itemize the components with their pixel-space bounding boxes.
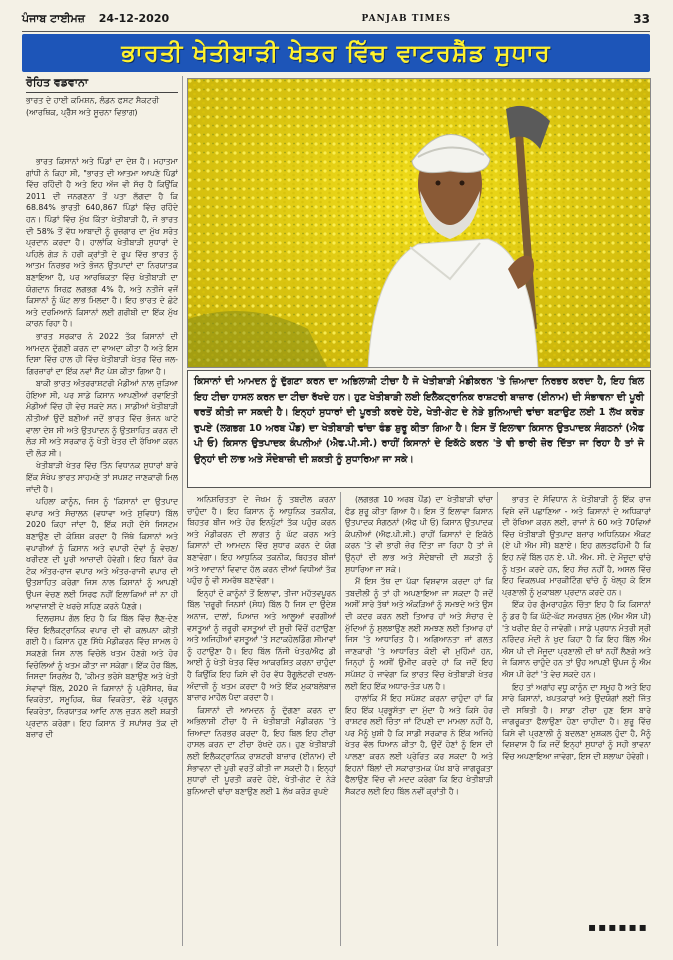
end-mark: ▪▪▪▪▪▪: [588, 920, 649, 934]
paragraph: ਭਾਰਤ ਸਰਕਾਰ ਨੇ 2022 ਤੱਕ ਕਿਸਾਨਾਂ ਦੀ ਆਮਦਨ ਦੁੱਗਣੀ ਕਰਨ ਦਾ ਵਾਅਦਾ ਕੀਤਾ ਹੈ ਅਤੇ ਇਸ ਦਿਸ਼ਾ ਵਿੱਚ ਹਾਲ ਹੀ ਵਿੱਚ ਖੇਤੀਬਾੜੀ ਖੇਤਰ ਵਿੱਚ ਜਲ-ਗਿਰਜ਼ਾਰਾਂ ਦਾ ਇੱਕ ਨਵਾਂ ਸੈੱਟ ਪੇਸ਼ ਕੀਤਾ ਗਿਆ ਹੈ।: [26, 331, 178, 376]
publication-name: PANJAB TIMES: [361, 13, 451, 24]
paragraph: ਇਹ ਤਾਂ ਅਗਾਂਹ ਵਧੂ ਕਾਨੂੰਨ ਦਾ ਸਮੂਹ ਹੈ ਅਤੇ ਇਹ ਸਾਰੇ ਕਿਸਾਨਾਂ, ਖਪਤਕਾਰਾਂ ਅਤੇ ਉਦਯੋਗਾਂ ਲਈ ਜਿੱਤ ਦੀ ਸਥਿਤੀ ਹੈ। ਸਾਡਾ ਟੀਚਾ ਹੁਣ ਇਸ ਬਾਰੇ ਜਾਗਰੂਕਤਾ ਫੈਲਾਉਣਾ ਹੋਣਾ ਚਾਹੀਦਾ ਹੈ। ਸ਼ੁਰੂ ਵਿੱਚ ਕਿਸੇ ਵੀ ਪ੍ਰਣਾਲੀ ਨੂੰ ਬਦਲਣਾ ਮੁਸ਼ਕਲ ਹੁੰਦਾ ਹੈ, ਮੈਨੂੰ ਵਿਸ਼ਵਾਸ ਹੈ ਕਿ ਜਦੋਂ ਇਨ੍ਹਾਂ ਸੁਧਾਰਾਂ ਨੂੰ ਸਹੀ ਭਾਵਨਾ ਵਿੱਚ ਅਪਣਾਇਆ ਜਾਵੇਗਾ, ਇਸ ਦੀ ਸ਼ਲਾਘਾ ਹੋਵੇਗੀ।: [502, 682, 651, 762]
page-number: 33: [633, 11, 650, 26]
issue-date: 24-12-2020: [98, 11, 170, 25]
paragraph: ਹਾਲਾਂਕਿ ਮੈਂ ਇਹ ਸਪੱਸ਼ਟ ਕਰਨਾ ਚਾਹੁੰਦਾ ਹਾਂ ਕਿ ਇਹ ਇੱਕ ਪ੍ਰਭੂਸੱਤਾ ਦਾ ਮੁੱਦਾ ਹੈ ਅਤੇ ਕਿਸੇ ਹੋਰ ਰਾਸ਼ਟਰ ਲਈ ਚਿੰਤਾ ਜਾਂ ਟਿੱਪਣੀ ਦਾ ਮਾਮਲਾ ਨਹੀਂ ਹੈ, ਪਰ ਮੈਨੂੰ ਖੁਸ਼ੀ ਹੈ ਕਿ ਸਾਡੀ ਸਰਕਾਰ ਨੇ ਇੱਕ ਅਜਿਹੇ ਖੇਤਰ ਵੱਲ ਧਿਆਨ ਕੀਤਾ ਹੈ, ਉਦੋਂ ਹੋਣਾਂ ਨੂੰ ਇਸ ਦੀ ਪਾਲਣਾ ਕਰਨ ਲਈ ਪ੍ਰੇਰਿਤ ਕਰ ਸਕਦਾ ਹੈ ਅਤੇ ਇਹਨਾਂ ਬਿੱਲਾਂ ਦੀ ਸਕਾਰਾਤਮਕ ਪੱਖ ਬਾਰੇ ਜਾਗਰੂਕਤਾ ਫੈਲਾਉਣ ਵਿੱਚ ਵੀ ਮਦਦ ਕਰੇਗਾ ਕਿ ਇਹ ਖੇਤੀਬਾੜੀ ਸੈਕਟਰ ਲਈ ਇਹ ਬਿੱਲ ਨਵੀਂ ਕ੍ਰਾਂਤੀ ਹੈ।: [345, 694, 493, 796]
paragraph: ਭਾਰਤ ਦੇ ਸੰਵਿਧਾਨ ਨੇ ਖੇਤੀਬਾੜੀ ਨੂੰ ਇੱਕ ਰਾਜ ਵਿਸ਼ੇ ਵਜੋਂ ਪਛਾਣਿਆ - ਅਤੇ ਕਿਸਾਨਾਂ ਦੇ ਅਧਿਕਾਰਾਂ ਦੀ ਰੱਖਿਆ ਕਰਨ ਲਈ, ਰਾਜਾਂ ਨੇ 60 ਅਤੇ 70ਵਿਆਂ ਵਿੱਚ ਖੇਤੀਬਾੜੀ ਉਤਪਾਦ ਬਜ਼ਾਰ ਅਧਿਨਿਯਮ ਐਕਟ (ਏ ਪੀ ਐਮ ਸੀ) ਬਣਾਏ। ਇਹ ਗਲਤਫਹਿਮੀ ਹੈ ਕਿ ਇਹ ਨਵੇਂ ਬਿੱਲ ਹਨ ਏ. ਪੀ. ਐਮ. ਸੀ. ਦੇ ਮੌਜੂਦਾ ਢਾਂਚੇ ਨੂੰ ਖ਼ਤਮ ਕਰਦੇ ਹਨ, ਇਹ ਸੱਚ ਨਹੀਂ ਹੈ, ਅਸਲ ਵਿੱਚ ਇਹ ਵਿਕਲਪਕ ਮਾਰਕੀਟਿੰਗ ਢਾਂਚੇ ਨੂੰ ਖੋਲ੍ਹ ਕੇ ਇਸ ਪ੍ਰਣਾਲੀ ਨੂੰ ਮੁਕਾਬਲਾ ਪ੍ਰਦਾਨ ਕਰਦੇ ਹਨ।: [502, 495, 651, 597]
masthead: [22, 6, 650, 32]
paragraph: ਮੈਂ ਇਸ ਤੱਥ ਦਾ ਪੱਕਾ ਵਿਸ਼ਵਾਸ ਕਰਦਾ ਹਾਂ ਕਿ ਤਬਦੀਲੀ ਨੂੰ ਤਾਂ ਹੀ ਅਪਣਾਇਆ ਜਾ ਸਕਦਾ ਹੈ ਜਦੋਂ ਅਸੀਂ ਸਾਰੇ ਤੱਥਾਂ ਅਤੇ ਅੰਕੜਿਆਂ ਨੂੰ ਸਮਝਦੇ ਅਤੇ ਉਸ ਦੀ ਕਦਰ ਕਰਨ ਲਈ ਤਿਆਰ ਹਾਂ ਅਤੇ ਸੰਚਾਰ ਦੇ ਮੁੱਦਿਆਂ ਨੂੰ ਸੁਲਝਾਉਣ ਲਈ ਸਮਝਣ ਲਈ ਤਿਆਰ ਹਾਂ ਜਿਸ 'ਤੇ ਆਧਾਰਿਤ ਹੈ। ਅਗਿਆਨਤਾ ਜਾਂ ਗਲਤ ਜਾਣਕਾਰੀ 'ਤੇ ਆਧਾਰਿਤ ਕੋਈ ਵੀ ਮੁਹਿੰਮਾਂ ਹਨ, ਜਿਨ੍ਹਾਂ ਨੂੰ ਅਸੀਂ ਉਮੀਦ ਕਰਦੇ ਹਾਂ ਕਿ ਜਦੋਂ ਇਹ ਸਪੱਸ਼ਟ ਹੋ ਜਾਵੇਗਾ ਕਿ ਭਾਰਤ ਵਿੱਚ ਖੇਤੀਬਾੜੀ ਖੇਤਰ ਲਈ ਇਹ ਇੱਕ ਅਧਾਰ-ਤੋੜ ਪਲ ਹੈ।: [345, 577, 493, 691]
pull-quote: ਕਿਸਾਨਾਂ ਦੀ ਆਮਦਨ ਨੂੰ ਦੁੱਗਣਾ ਕਰਨ ਦਾ ਅਭਿਲਾਸ਼ੀ ਟੀਚਾ ਹੈ ਜੋ ਖੇਤੀਬਾੜੀ ਮੰਡੀਕਰਨ 'ਤੇ ਜ਼ਿਆਦਾ ਨਿਰਭਰ ਕਰਦਾ ਹੈ, ਇਹ ਬਿਲ ਇਹ ਟੀਚਾ ਹਾਸਲ ਕਰਨ ਦਾ ਟੀਚਾ ਰੱਖਦੇ ਹਨ। ਹੁਣ ਖੇਤੀਬਾੜੀ ਲਈ ਇਲੈਕਟ੍ਰਾਨਿਕ ਰਾਸ਼ਟਰੀ ਬਾਜ਼ਾਰ (ਈਨਾਮ) ਦੀ ਸੰਭਾਵਨਾ ਦੀ ਪੂਰੀ ਵਰਤੋਂ ਕੀਤੀ ਜਾ ਸਕਦੀ ਹੈ। ਇਨ੍ਹਾਂ ਸੁਧਾਰਾਂ ਦੀ ਪੂਰਤੀ ਕਰਦੇ ਹੋਏ, ਖੇਤੀ-ਗੇਟ ਦੇ ਨੇੜੇ ਬੁਨਿਆਦੀ ਢਾਂਚਾ ਬਣਾਉਣ ਲਈ 1 ਲੱਖ ਕਰੋੜ ਰੁਪਏ (ਲਗਭਗ 10 ਅਰਬ ਪੌਂਡ) ਦਾ ਖੇਤੀਬਾੜੀ ਢਾਂਚਾ ਫੰਡ ਸ਼ੁਰੂ ਕੀਤਾ ਗਿਆ ਹੈ। ਇਸ ਤੋਂ ਇਲਾਵਾ ਕਿਸਾਨ ਉਤਪਾਦਕ ਸੰਗਠਨਾਂ (ਐਫ ਪੀ ਓ) ਕਿਸਾਨ ਉਤਪਾਦਕ ਕੰਪਨੀਆਂ (ਐਫ.ਪੀ.ਸੀ.) ਰਾਹੀਂ ਕਿਸਾਨਾਂ ਦੇ ਇਕੱਠੇ ਕਰਨ 'ਤੇ ਵੀ ਭਾਰੀ ਜ਼ੋਰ ਦਿੱਤਾ ਜਾ ਰਿਹਾ ਹੈ ਤਾਂ ਜੋ ਉਨ੍ਹਾਂ ਦੀ ਲਾਭ ਅਤੇ ਸੌਦੇਬਾਜ਼ੀ ਦੀ ਸ਼ਕਤੀ ਨੂੰ ਸੁਧਾਰਿਆ ਜਾ ਸਕੇ।: [187, 370, 651, 488]
paragraph: ਕਿਸਾਨਾਂ ਦੀ ਆਮਦਨ ਨੂੰ ਦੁੱਗਣਾ ਕਰਨ ਦਾ ਅਭਿਲਾਸ਼ੀ ਟੀਚਾ ਹੈ ਜੋ ਖੇਤੀਬਾੜੀ ਮੰਡੀਕਰਨ 'ਤੇ ਜ਼ਿਆਦਾ ਨਿਰਭਰ ਕਰਦਾ ਹੈ, ਇਹ ਬਿਲ ਇਹ ਟੀਚਾ ਹਾਸਲ ਕਰਨ ਦਾ ਟੀਚਾ ਰੱਖਦੇ ਹਨ। ਹੁਣ ਖੇਤੀਬਾੜੀ ਲਈ ਇਲੈਕਟ੍ਰਾਨਿਕ ਰਾਸ਼ਟਰੀ ਬਾਜ਼ਾਰ (ਈਨਾਮ) ਦੀ ਸੰਭਾਵਨਾ ਦੀ ਪੂਰੀ ਵਰਤੋਂ ਕੀਤੀ ਜਾ ਸਕਦੀ ਹੈ। ਇਨ੍ਹਾਂ ਸੁਧਾਰਾਂ ਦੀ ਪੂਰਤੀ ਕਰਦੇ ਹੋਏ, ਖੇਤੀ-ਗੇਟ ਦੇ ਨੇੜੇ ਬੁਨਿਆਦੀ ਢਾਂਚਾ ਬਣਾਉਣ ਲਈ 1 ਲੱਖ ਕਰੋੜ ਰੁਪਏ: [187, 705, 336, 796]
byline: [26, 76, 178, 119]
author-name: ਰੋਹਿਤ ਵਡਵਾਨਾ: [26, 76, 178, 93]
section-name: ਪੰਜਾਬ ਟਾਈਮਜ਼: [22, 11, 85, 25]
author-role: ਭਾਰਤ ਦੇ ਹਾਈ ਕਮਿਸ਼ਨ, ਲੰਡਨ ਫਸਟ ਸੈਕਟਰੀ (ਆਰਥਿਕ, ਪ੍ਰੈੱਸ ਅਤੇ ਸੂਚਨਾ ਵਿਭਾਗ): [26, 96, 160, 117]
column-rule: [340, 492, 341, 946]
article-column-4: [502, 494, 651, 916]
paragraph: ਬਾਕੀ ਭਾਰਤ ਅੰਤਰਰਾਸ਼ਟਰੀ ਮੰਡੀਆਂ ਨਾਲ ਜੁੜਿਆ ਹੋਇਆ ਸੀ, ਪਰ ਸਾਡੇ ਕਿਸਾਨ ਆਪਣੀਆਂ ਰਵਾਇਤੀ ਮੰਡੀਆਂ ਵਿੱਚ ਹੀ ਵੇਚ ਸਕਦੇ ਸਨ। ਸਾਡੀਆਂ ਖੇਤੀਬਾੜੀ ਨੀਤੀਆਂ ਉਦੋਂ ਬਣੀਆਂ ਜਦੋਂ ਭਾਰਤ ਵਿੱਚ ਭੋਜਨ ਘਾਟੇ ਵਾਲਾ ਦੇਸ਼ ਸੀ ਅਤੇ ਉਤਪਾਦਨ ਨੂੰ ਉਤਸ਼ਾਹਿਤ ਕਰਨ ਦੀ ਲੋੜ ਸੀ ਅਤੇ ਸਰਕਾਰ ਨੂੰ ਖੇਤੀ ਖੇਤਰ ਦੀ ਰੱਖਿਆ ਕਰਨ ਦੀ ਲੋੜ ਸੀ।: [26, 379, 178, 458]
column-rule: [182, 76, 183, 946]
headline-banner: [22, 34, 650, 72]
article-column-3: [345, 494, 493, 946]
paragraph: ਦਿਲਚਸਪ ਗੱਲ ਇਹ ਹੈ ਕਿ ਬਿੱਲ ਵਿੱਚ ਲੈਣ-ਦੇਣ ਵਿੱਚ ਇਲੈਕਟ੍ਰਾਨਿਕ ਵਪਾਰ ਦੀ ਵੀ ਕਲਪਨਾ ਕੀਤੀ ਗਈ ਹੈ। ਕਿਸਾਨ ਹੁਣ ਸਿੱਧੇ ਮੰਡੀਕਰਨ ਵਿੱਚ ਸ਼ਾਮਲ ਹੋ ਸਕਣਗੇ ਜਿਸ ਨਾਲ ਵਿਚੋਲੇ ਖਤਮ ਹੋਣਗੇ ਅਤੇ ਹੋਰ ਵਿਚੋਲਿਆਂ ਨੂੰ ਖਤਮ ਕੀਤਾ ਜਾ ਸਕੇਗਾ। ਇੱਕ ਹੋਰ ਬਿੱਲ, ਜਿਸਦਾ ਸਿਰਲੇਖ ਹੈ, 'ਕੀਮਤ ਭਰੋਸੇ ਬਣਾਉਣ ਅਤੇ ਖੇਤੀ ਸੇਵਾਵਾਂ ਬਿੱਲ, 2020 ਜੋ ਕਿਸਾਨਾਂ ਨੂੰ ਪ੍ਰੋਸੈਸਰ, ਥੋਕ ਵਿਕਰੇਤਾ, ਸਮੂਹਿਕ, ਥੋਕ ਵਿਕਰੇਤਾ, ਵੱਡੇ ਪ੍ਰਚੂਨ ਵਿਕਰੇਤਾ, ਨਿਰਯਾਤਕ ਆਦਿ ਨਾਲ ਜੁੜਨ ਲਈ ਸ਼ਕਤੀ ਪ੍ਰਦਾਨ ਕਰੇਗਾ। ਇਹ ਕਿਸਾਨ ਤੋਂ ਸਪਾਂਸਰ ਤੱਕ ਦੀ ਬਜ਼ਾਰ ਦੀ: [26, 614, 178, 740]
paragraph: ਇੱਕ ਹੋਰ ਗੁੰਮਰਾਹਕੁੰਨ ਚਿੰਤਾ ਇਹ ਹੈ ਕਿ ਕਿਸਾਨਾਂ ਨੂੰ ਡਰ ਹੈ ਕਿ ਘੱਟੋ-ਘੱਟ ਸਮਰਥਨ ਮੁੱਲ (ਐਮ ਐਸ ਪੀ) 'ਤੇ ਖਰੀਦ ਬੰਦ ਹੋ ਜਾਵੇਗੀ। ਸਾਡੇ ਪ੍ਰਧਾਨ ਮੰਤਰੀ ਸ੍ਰੀ ਨਰਿੰਦਰ ਮੋਦੀ ਨੇ ਖੁਦ ਕਿਹਾ ਹੈ ਕਿ ਇਹ ਬਿੱਲ ਐਮ ਐਸ ਪੀ ਦੀ ਮੌਜੂਦਾ ਪ੍ਰਣਾਲੀ ਦੀ ਥਾਂ ਨਹੀਂ ਲੈਣਗੇ ਅਤੇ ਜੇ ਕਿਸਾਨ ਚਾਹੁੰਦੇ ਹਨ ਤਾਂ ਉਹ ਆਪਣੀ ਉਪਜ ਨੂੰ ਐਮ ਐਸ ਪੀ ਰੇਟਾਂ 'ਤੇ ਵੇਚ ਸਕਦੇ ਹਨ।: [502, 600, 651, 679]
column-rule: [497, 492, 498, 946]
paragraph: ਇਨ੍ਹਾਂ ਦੋ ਕਾਨੂੰਨਾਂ ਤੋਂ ਇਲਾਵਾ, ਤੀਜਾ ਮਹੱਤਵਪੂਰਨ ਬਿੱਲ 'ਜ਼ਰੂਰੀ ਜਿਨਸਾਂ (ਸੋਧ) ਬਿੱਲ ਹੈ ਜਿਸ ਦਾ ਉਦੇਸ਼ ਅਨਾਜ, ਦਾਲਾਂ, ਪਿਆਜ਼ ਅਤੇ ਆਲੂਆਂ ਵਰਗੀਆਂ ਵਸਤੂਆਂ ਨੂੰ ਜ਼ਰੂਰੀ ਵਸਤੂਆਂ ਦੀ ਸੂਚੀ ਵਿੱਚੋਂ ਹਟਾਉਣਾ ਅਤੇ ਅਜਿਹੀਆਂ ਵਸਤੂਆਂ 'ਤੇ ਸਟਾਕਹੋਲਡਿੰਗ ਸੀਮਾਵਾਂ ਨੂੰ ਹਟਾਉਣਾ ਹੈ। ਇਹ ਬਿੱਲ ਨਿੱਜੀ ਖੇਤਰ/ਐਫ ਡੀ ਆਈ ਨੂੰ ਖੇਤੀ ਖੇਤਰ ਵਿੱਚ ਆਕਰਸ਼ਿਤ ਕਰਨਾ ਚਾਹੁੰਦਾ ਹੈ ਕਿਉਂਕਿ ਇਹ ਕਿਸੇ ਵੀ ਹੋਰ ਵੱਧ ਰੈਗੂਲੇਟਰੀ ਦਖਲ-ਅੰਦਾਜ਼ੀ ਨੂੰ ਖਤਮ ਕਰਦਾ ਹੈ ਅਤੇ ਇੱਕ ਮੁਕਾਬਲੇਬਾਜ਼ ਬਾਜ਼ਾਰ ਮਾਹੌਲ ਪੈਦਾ ਕਰਦਾ ਹੈ।: [187, 588, 336, 703]
farmer-photo: [187, 78, 651, 368]
paragraph: ਅਨਿਸ਼ਚਿਤਤਾ ਦੇ ਜੋਖਮ ਨੂੰ ਤਬਦੀਲ ਕਰਨਾ ਚਾਹੁੰਦਾ ਹੈ। ਇਹ ਕਿਸਾਨ ਨੂੰ ਆਧੁਨਿਕ ਤਕਨੀਕ, ਬਿਹਤਰ ਬੀਜ ਅਤੇ ਹੋਰ ਇਨਪੁੱਟਾਂ ਤੱਕ ਪਹੁੰਚ ਕਰਨ ਅਤੇ ਮੰਡੀਕਰਨ ਦੀ ਲਾਗਤ ਨੂੰ ਘੱਟ ਕਰਨ ਅਤੇ ਕਿਸਾਨਾਂ ਦੀ ਆਮਦਨ ਵਿੱਚ ਸੁਧਾਰ ਕਰਨ ਦੇ ਯੋਗ ਬਣਾਵੇਗਾ। ਇਹ ਆਧੁਨਿਕ ਤਕਨੀਕ, ਬਿਹਤਰ ਬੀਜਾਂ ਅਤੇ ਆਦਾਨਾਂ ਵਿਵਾਦ ਹੱਲ ਕਰਨ ਦੀਆਂ ਵਿਧੀਆਂ ਤੱਕ ਪਹੁੰਚ ਨੂੰ ਵੀ ਸਮਰੱਥ ਬਣਾਵੇਗਾ।: [187, 495, 336, 586]
paragraph: (ਲਗਭਗ 10 ਅਰਬ ਪੌਂਡ) ਦਾ ਖੇਤੀਬਾੜੀ ਢਾਂਚਾ ਫੰਡ ਸ਼ੁਰੂ ਕੀਤਾ ਗਿਆ ਹੈ। ਇਸ ਤੋਂ ਇਲਾਵਾ ਕਿਸਾਨ ਉਤਪਾਦਕ ਸੰਗਠਨਾਂ (ਐਫ ਪੀ ਓ) ਕਿਸਾਨ ਉਤਪਾਦਕ ਕੰਪਨੀਆਂ (ਐਫ.ਪੀ.ਸੀ.) ਰਾਹੀਂ ਕਿਸਾਨਾਂ ਦੇ ਇਕੱਠੇ ਕਰਨ 'ਤੇ ਵੀ ਭਾਰੀ ਜ਼ੋਰ ਦਿੱਤਾ ਜਾ ਰਿਹਾ ਹੈ ਤਾਂ ਜੋ ਉਨ੍ਹਾਂ ਦੀ ਲਾਭ ਅਤੇ ਸੌਦੇਬਾਜ਼ੀ ਦੀ ਸ਼ਕਤੀ ਨੂੰ ਸੁਧਾਰਿਆ ਜਾ ਸਕੇ।: [345, 495, 493, 574]
paragraph: ਭਾਰਤ ਕਿਸਾਨਾਂ ਅਤੇ ਪਿੰਡਾਂ ਦਾ ਦੇਸ਼ ਹੈ। ਮਹਾਤਮਾ ਗਾਂਧੀ ਨੇ ਕਿਹਾ ਸੀ, "ਭਾਰਤ ਦੀ ਆਤਮਾ ਆਪਣੇ ਪਿੰਡਾਂ ਵਿੱਚ ਰਹਿੰਦੀ ਹੈ ਅਤੇ ਇਹ ਅੱਜ ਵੀ ਸੱਚ ਹੈ ਕਿਉਂਕਿ 2011 ਦੀ ਜਨਗਣਨਾ ਤੋਂ ਪਤਾ ਲੱਗਦਾ ਹੈ ਕਿ 68.84% ਭਾਰਤੀ 640,867 ਪਿੰਡਾਂ ਵਿੱਚ ਰਹਿੰਦੇ ਹਨ। ਪਿੰਡਾਂ ਵਿੱਚ ਮੁੱਖ ਕਿੱਤਾ ਖੇਤੀਬਾੜੀ ਹੈ, ਜੋ ਭਾਰਤ ਦੀ 58% ਤੋਂ ਵੱਧ ਆਬਾਦੀ ਨੂੰ ਰੁਜ਼ਗਾਰ ਦਾ ਮੁੱਖ ਸਰੋਤ ਪ੍ਰਦਾਨ ਕਰਦਾ ਹੈ। ਹਾਲਾਂਕਿ ਖੇਤੀਬਾੜੀ ਸੁਧਾਰਾਂ ਦੇ ਪਹਿਲੇ ਗੇੜ ਨੇ ਹਰੀ ਕ੍ਰਾਂਤੀ ਦੇ ਰੂਪ ਵਿੱਚ ਭਾਰਤ ਨੂੰ ਆਤਮ ਨਿਰਭਰ ਅਤੇ ਭੋਜਨ ਉਤਪਾਦਾਂ ਦਾ ਨਿਰਯਾਤਕ ਬਣਾਇਆ ਹੈ, ਪਰ ਆਰਥਿਕਤਾ ਵਿੱਚ ਖੇਤੀਬਾੜੀ ਦਾ ਯੋਗਦਾਨ ਸਿਰਫ਼ ਲਗਭਗ 4% ਹੈ, ਅਤੇ ਨਤੀਜੇ ਵਜੋਂ ਕਿਸਾਨਾਂ ਨੂੰ ਘੱਟ ਲਾਭ ਮਿਲਦਾ ਹੈ। ਇਹ ਭਾਰਤ ਦੇ ਛੋਟੇ ਅਤੇ ਦਰਮਿਆਨੇ ਕਿਸਾਨਾਂ ਲਈ ਗਰੀਬੀ ਦਾ ਇੱਕ ਮੁੱਖ ਕਾਰਨ ਰਿਹਾ ਹੈ।: [26, 157, 178, 329]
article-column-1: [26, 156, 178, 946]
headline: ਭਾਰਤੀ ਖੇਤੀਬਾੜੀ ਖੇਤਰ ਵਿੱਚ ਵਾਟਰਸ਼ੈੱਡ ਸੁਧਾਰ: [121, 39, 551, 67]
mustard-field-farmer-illustration: [188, 79, 651, 368]
article-column-2: [187, 494, 336, 946]
paragraph: ਪਹਿਲਾ ਕਾਨੂੰਨ, ਜਿਸ ਨੂੰ 'ਕਿਸਾਨਾਂ ਦਾ ਉਤਪਾਦ ਵਪਾਰ ਅਤੇ ਸੰਚਾਲਨ (ਵਧਾਵਾ ਅਤੇ ਸੁਵਿਧਾ) ਬਿੱਲ 2020 ਕਿਹਾ ਜਾਂਦਾ ਹੈ, ਇੱਕ ਸਹੀ ਦੱਸੋ ਸਿਸਟਮ ਬਣਾਉਣ ਦੀ ਕੋਸ਼ਿਸ਼ ਕਰਦਾ ਹੈ ਜਿੱਥੇ ਕਿਸਾਨਾਂ ਅਤੇ ਵਪਾਰੀਆਂ ਨੂੰ ਕਿਸਾਨ ਅਤੇ ਵਪਾਰੀ ਦੋਵਾਂ ਨੂੰ ਵੇਚਣ/ਖਰੀਦਣ ਦੀ ਪੂਰੀ ਆਜ਼ਾਦੀ ਹੋਵੇਗੀ। ਇਹ ਬਿਨਾਂ ਰੋਕ ਟੋਕ ਅੰਤਰ-ਰਾਜ ਵਪਾਰ ਅਤੇ ਅੰਤਰ-ਰਾਜੀ ਵਪਾਰ ਦੀ ਉਤਸ਼ਾਹਿਤ ਕਰੇਗਾ ਜਿਸ ਨਾਲ ਕਿਸਾਨਾਂ ਨੂੰ ਆਪਣੀ ਉਪਜ ਵੇਚਣ ਲਈ ਸਿਰਫ ਨਹੀਂ ਇਲਾਕਿਆਂ ਜਾਂ ਨਾ ਹੀ ਆਵਾਜਾਈ ਦੇ ਖਰਚੇ ਸਹਿਣ ਕਰਨੇ ਪੈਣਗੇ।: [26, 497, 178, 611]
paragraph: ਖੇਤੀਬਾੜੀ ਖੇਤਰ ਵਿੱਚ ਤਿੰਨ ਵਿਧਾਨਕ ਸੁਧਾਰਾਂ ਬਾਰੇ ਇੱਕ ਸੰਖੇਪ ਭਾਰਤ ਸਾਹਮਣੇ ਤਾਂ ਸਪਸ਼ਟ ਜਾਣਕਾਰੀ ਮਿਲ ਜਾਂਦੀ ਹੈ।: [26, 461, 178, 494]
masthead-left: [22, 12, 179, 26]
